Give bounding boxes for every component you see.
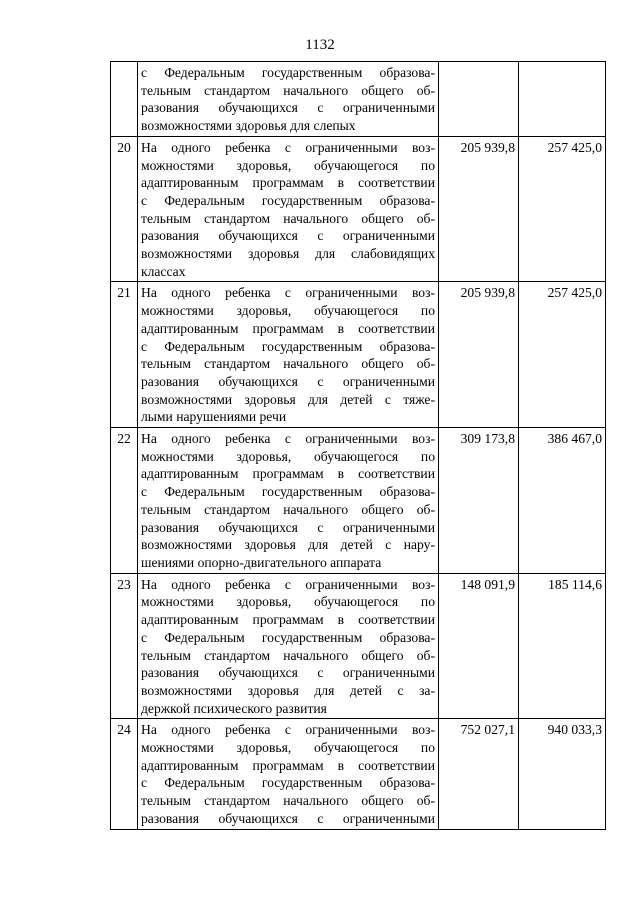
row-number: 22 <box>111 428 138 574</box>
description-line: возможностями здоровья для детей с тяже- <box>141 391 435 407</box>
description-line: классах <box>141 263 186 279</box>
description-line: шениями опорно-двигательного аппарата <box>141 554 382 570</box>
description-line: разования обучающихся с ограниченными <box>141 100 435 116</box>
description-line: с Федеральным государственным образова- <box>141 775 435 791</box>
row-description <box>138 282 439 428</box>
table-row <box>111 719 606 829</box>
description-line: разования обучающихся с ограниченными <box>141 810 435 826</box>
row-number: 24 <box>111 719 138 829</box>
description-line: На одного ребенка с ограниченными воз- <box>141 139 435 155</box>
description-line: возможностями здоровья для слабовидящих <box>141 246 435 262</box>
description-line: тельным стандартом начального общего об- <box>141 501 435 517</box>
row-description <box>138 428 439 574</box>
value-2021: 940 033,3 <box>519 719 606 829</box>
value-2020: 205 939,8 <box>439 136 519 282</box>
description-line: адаптированным программам в соответствии <box>141 612 435 628</box>
table-row <box>111 428 606 574</box>
description-line: На одного ребенка с ограниченными воз- <box>141 722 435 738</box>
page-number: 1132 <box>305 37 335 53</box>
row-description <box>138 573 439 719</box>
row-number: 21 <box>111 282 138 428</box>
description-line: адаптированным программам в соответствии <box>141 466 435 482</box>
row-number: 20 <box>111 136 138 282</box>
table-row <box>111 62 606 137</box>
table-row <box>111 282 606 428</box>
table-row <box>111 136 606 282</box>
description-line: тельным стандартом начального общего об- <box>141 82 435 98</box>
row-description <box>138 719 439 829</box>
description-line: возможностями здоровья для детей с нару- <box>141 537 435 553</box>
description-line: тельным стандартом начального общего об- <box>141 210 435 226</box>
value-2020 <box>439 62 519 137</box>
description-line: разования обучающихся с ограниченными <box>141 228 435 244</box>
description-line: с Федеральным государственным образова- <box>141 338 435 354</box>
description-line: тельным стандартом начального общего об- <box>141 356 435 372</box>
description-line: лыми нарушениями речи <box>141 409 287 425</box>
description-line: На одного ребенка с ограниченными воз- <box>141 285 435 301</box>
row-number <box>111 62 138 137</box>
value-2021 <box>519 62 606 137</box>
description-line: можностями здоровья, обучающегося по <box>141 157 435 173</box>
value-2020: 148 091,9 <box>439 573 519 719</box>
table-row <box>111 573 606 719</box>
value-2020: 309 173,8 <box>439 428 519 574</box>
description-line: с Федеральным государственным образова- <box>141 65 435 80</box>
description-line: На одного ребенка с ограниченными воз- <box>141 576 435 592</box>
description-line: адаптированным программам в соответствии <box>141 175 435 191</box>
value-2021: 257 425,0 <box>519 282 606 428</box>
value-2021: 257 425,0 <box>519 136 606 282</box>
description-line: возможностями здоровья для слепых <box>141 118 356 134</box>
description-line: разования обучающихся с ограниченными <box>141 519 435 535</box>
description-line: можностями здоровья, обучающегося по <box>141 594 435 610</box>
row-description <box>138 136 439 282</box>
description-line: можностями здоровья, обучающегося по <box>141 448 435 464</box>
description-line: держкой психического развития <box>141 700 327 716</box>
description-line: На одного ребенка с ограниченными воз- <box>141 431 435 447</box>
description-line: с Федеральным государственным образова- <box>141 192 435 208</box>
value-2021: 185 114,6 <box>519 573 606 719</box>
description-line: разования обучающихся с ограниченными <box>141 665 435 681</box>
description-line: адаптированным программам в соответствии <box>141 757 435 773</box>
description-line: тельным стандартом начального общего об- <box>141 793 435 809</box>
description-line: можностями здоровья, обучающегося по <box>141 740 435 756</box>
table-body <box>111 62 606 830</box>
row-number: 23 <box>111 573 138 719</box>
row-description <box>138 62 439 137</box>
description-line: возможностями здоровья для детей с за- <box>141 682 435 698</box>
budget-table <box>110 61 606 830</box>
description-line: можностями здоровья, обучающегося по <box>141 303 435 319</box>
description-line: с Федеральным государственным образова- <box>141 484 435 500</box>
description-line: тельным стандартом начального общего об- <box>141 647 435 663</box>
description-line: с Федеральным государственным образова- <box>141 629 435 645</box>
value-2020: 752 027,1 <box>439 719 519 829</box>
description-line: разования обучающихся с ограниченными <box>141 373 435 389</box>
description-line: адаптированным программам в соответствии <box>141 320 435 336</box>
value-2020: 205 939,8 <box>439 282 519 428</box>
value-2021: 386 467,0 <box>519 428 606 574</box>
